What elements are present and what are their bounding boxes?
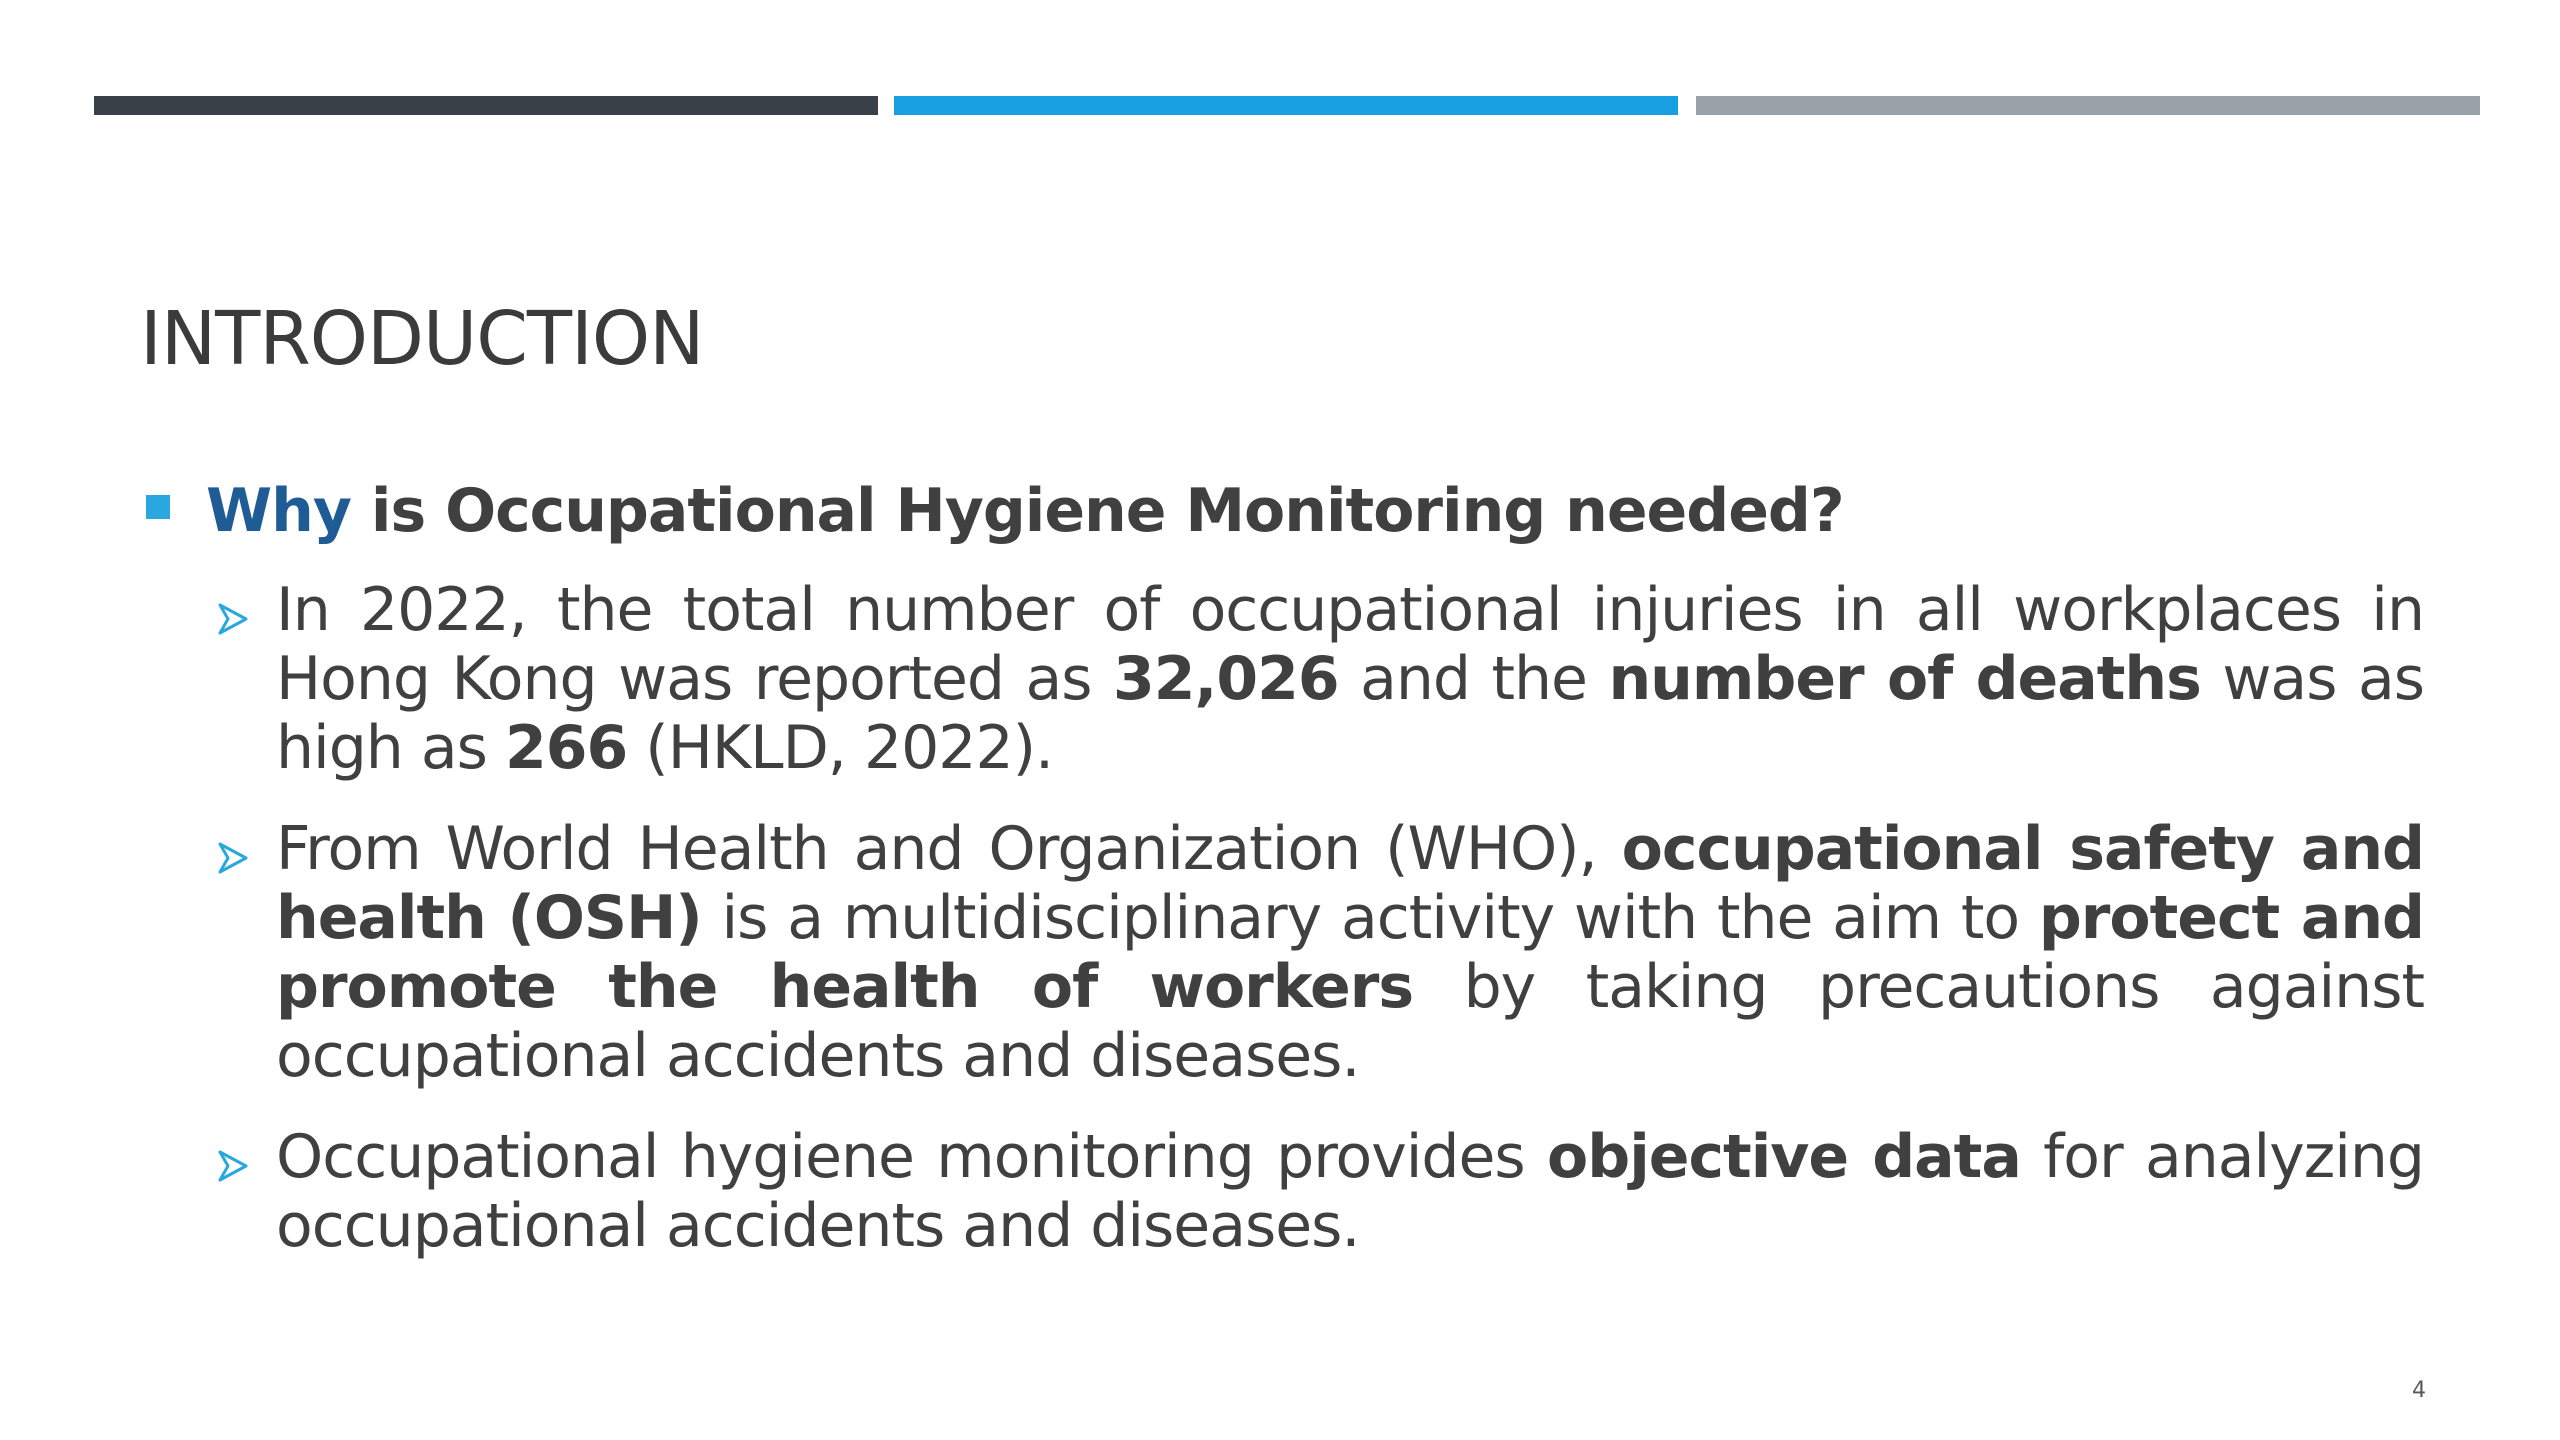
main-bullet-question [146, 476, 2446, 546]
emphasis-deaths: number of deaths [1608, 644, 2201, 714]
sub-bullet-injury-statistics [214, 576, 2424, 783]
citation-text: (HKLD, 2022). [627, 713, 1054, 783]
arrow-bullet-icon [216, 602, 250, 636]
sub-bullet-text: In 2022, the total number of occupational injuries in all workplaces in Hong Kong was reported as [276, 575, 2424, 714]
sub-bullet-list [214, 576, 2424, 1293]
square-bullet-icon [146, 495, 170, 519]
arrow-bullet-icon [216, 841, 250, 875]
sub-bullet-text: is a multidisciplinary activity with the aim to [701, 883, 2039, 953]
sub-bullet-text: was as high as [276, 644, 2424, 783]
slide-title: INTRODUCTION [140, 296, 704, 382]
emphasis-objective-data: objective data [1547, 1122, 2021, 1192]
arrow-bullet-icon [216, 1149, 250, 1183]
sub-bullet-who-definition [214, 815, 2424, 1091]
slide-page-number: 4 [2412, 1378, 2426, 1403]
death-count: 266 [504, 713, 628, 783]
question-emphasis: Why [206, 476, 352, 546]
sub-bullet-text: for analyzing occupational accidents and diseases. [276, 1122, 2425, 1261]
sub-bullet-text: Occupational hygiene monitoring provides [276, 1122, 1548, 1192]
sub-bullet-monitoring-data [214, 1123, 2424, 1261]
emphasis-protect-health: protect and promote the health of workers [276, 883, 2424, 1022]
sub-bullet-text: and the [1338, 644, 1609, 714]
question-text: is Occupational Hygiene Monitoring needed? [351, 476, 1844, 546]
gray-header-bar [1696, 96, 2480, 115]
dark-header-bar [94, 96, 878, 115]
header-decoration-bars [94, 96, 2480, 115]
injury-count: 32,026 [1113, 644, 1339, 714]
sub-bullet-text: From World Health and Organization (WHO), [276, 814, 1622, 884]
blue-header-bar [894, 96, 1678, 115]
emphasis-osh: occupational safety and health (OSH) [276, 814, 2424, 953]
sub-bullet-text: by taking precautions against occupational accidents and diseases. [276, 952, 2424, 1091]
